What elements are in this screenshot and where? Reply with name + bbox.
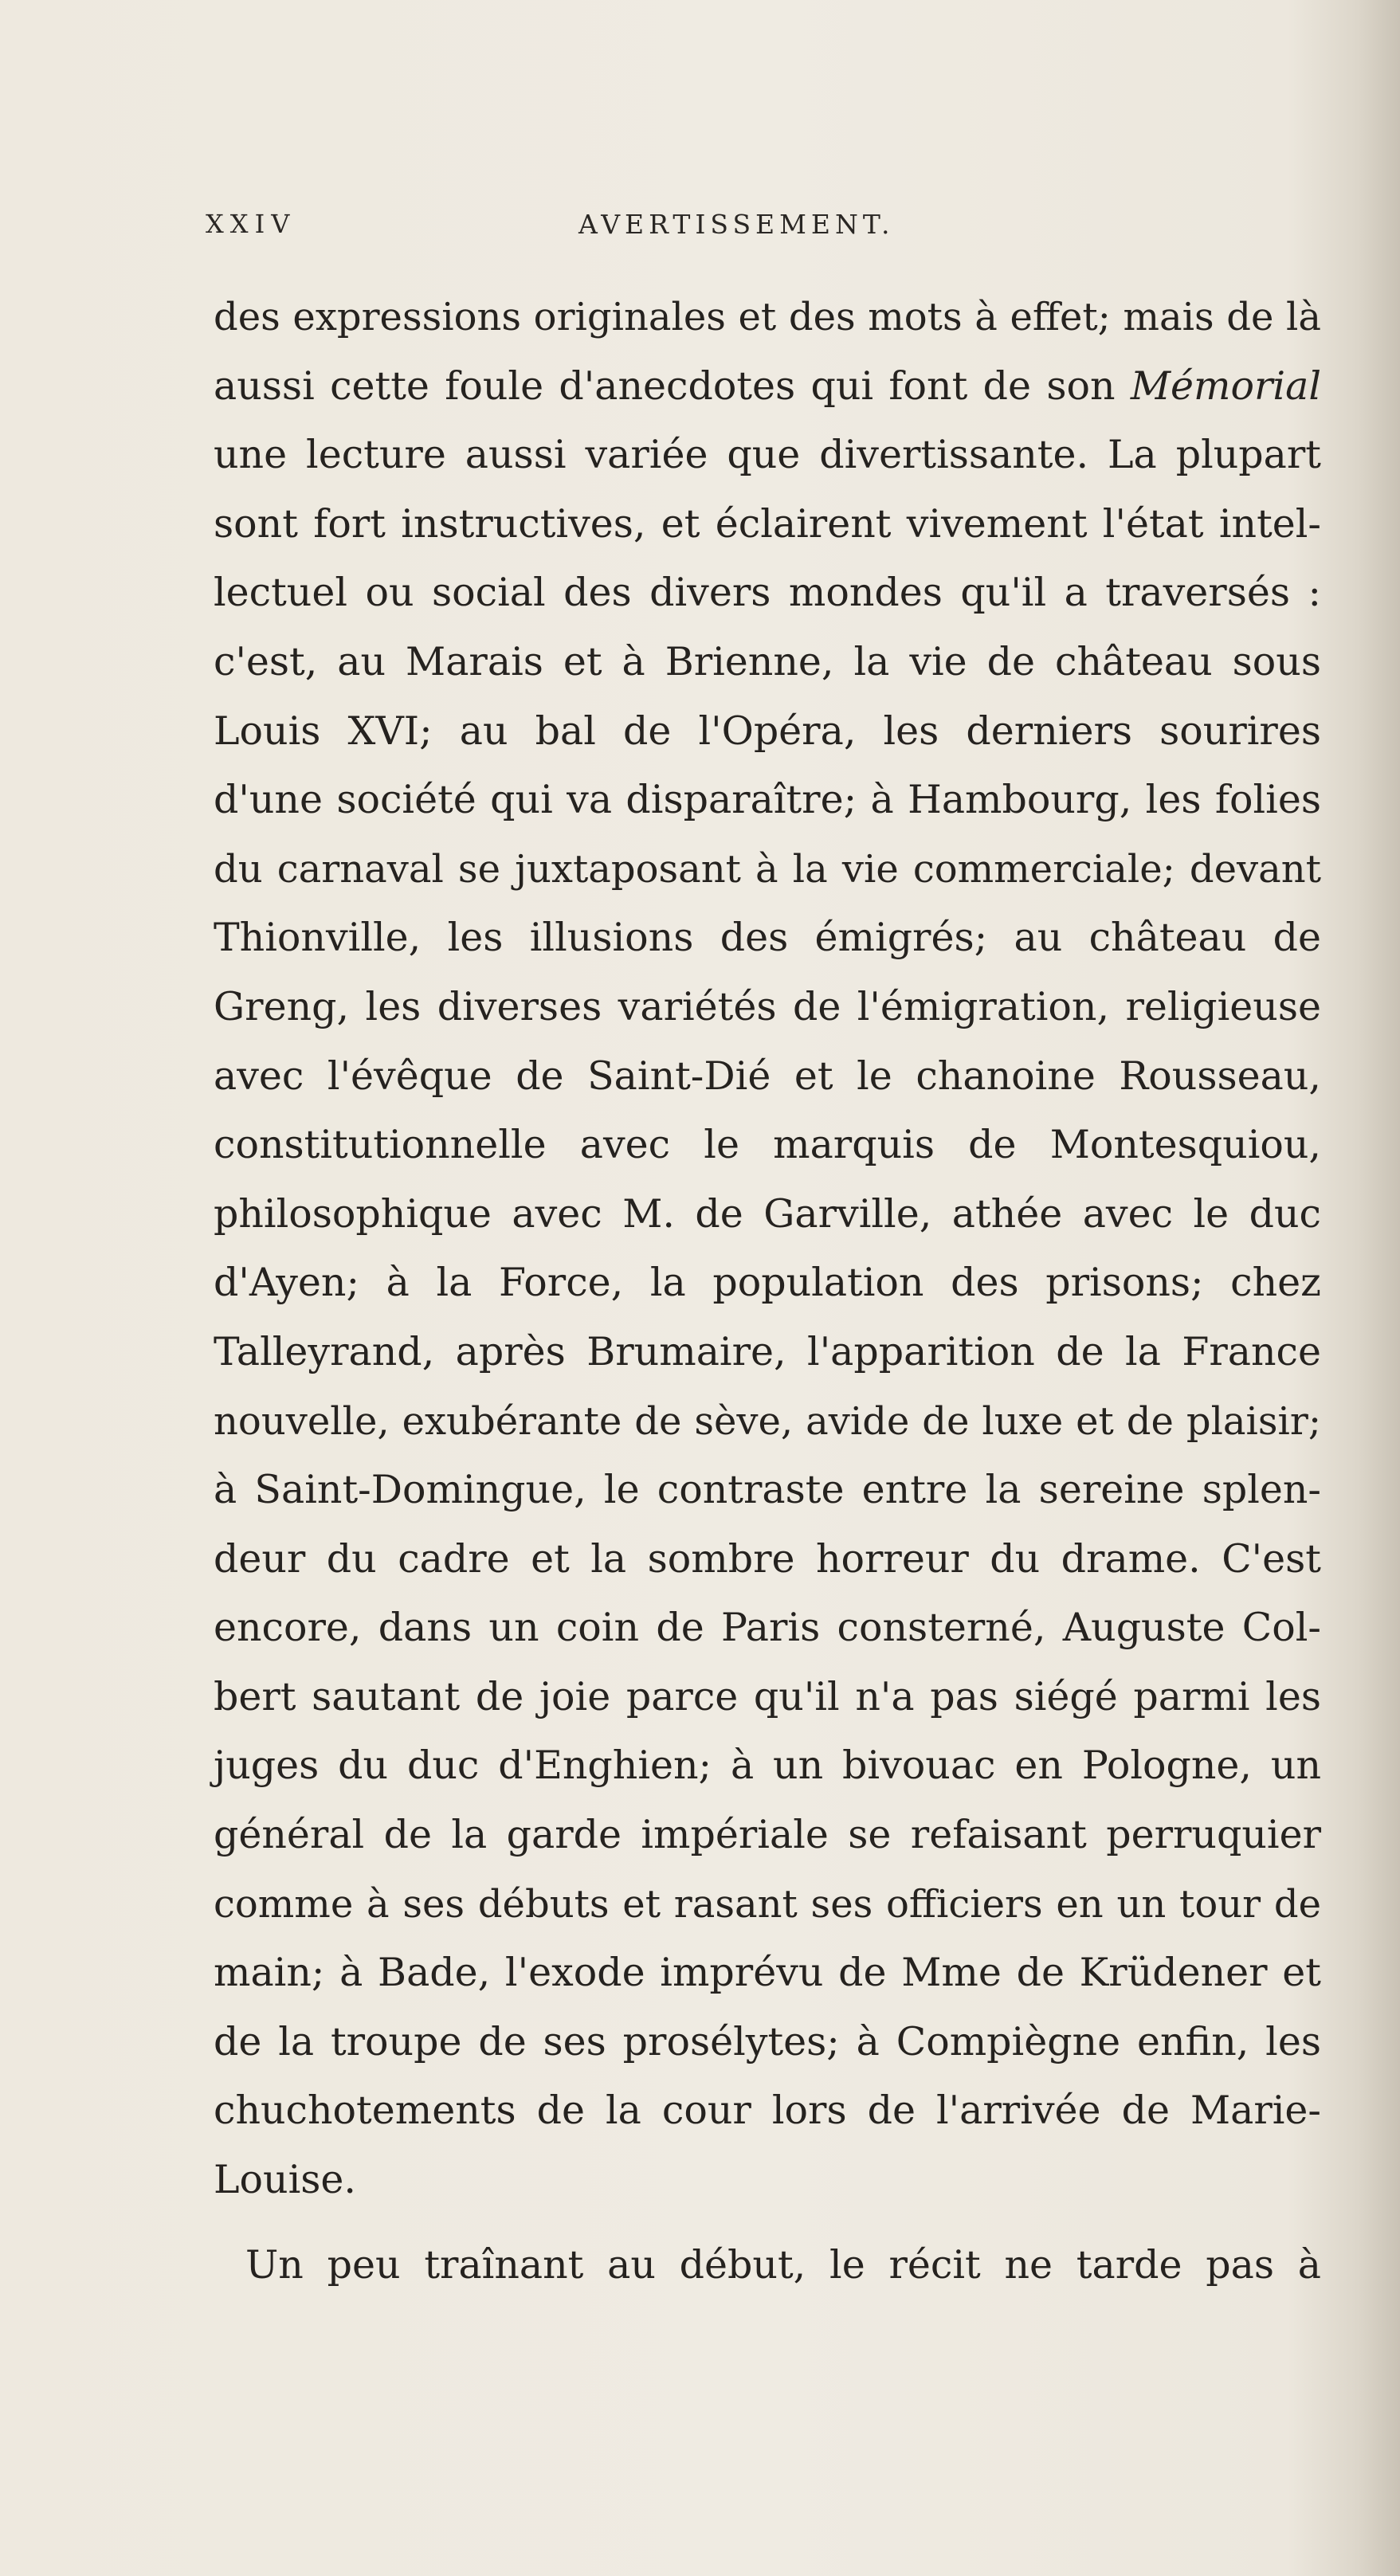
text-line: constitutionnelle avec le marquis de Montesquiou, <box>214 1122 1321 1168</box>
text-line: d'une société qui va disparaître; à Hambourg, les folies <box>214 777 1321 823</box>
text-line: Louis XVI; au bal de l'Opéra, les derniers sourires <box>214 708 1321 754</box>
text-line: deur du cadre et la sombre horreur du drame. C'est <box>214 1535 1321 1582</box>
text-line: une lecture aussi variée que divertissante. La plupart <box>214 432 1321 478</box>
text-line: d'Ayen; à la Force, la population des prisons; chez <box>214 1260 1321 1306</box>
text-line: encore, dans un coin de Paris consterné, Auguste Col- <box>214 1605 1321 1651</box>
text-line: c'est, au Marais et à Brienne, la vie de château sous <box>214 638 1321 684</box>
text-line: des expressions originales et des mots à effet; mais de là <box>214 295 1321 339</box>
text-line: chuchotements de la cour lors de l'arrivée de Marie- <box>214 2088 1321 2134</box>
text-line: nouvelle, exubérante de sève, avide de luxe et de plaisir; <box>214 1398 1321 1444</box>
text-line: juges du duc d'Enghien; à un bivouac en Pologne, un <box>214 1743 1321 1789</box>
text-line: Greng, les diverses variétés de l'émigration, religieuse <box>214 983 1321 1029</box>
text-line: philosophique avec M. de Garville, athée avec le duc <box>214 1190 1321 1237</box>
text-line: Talleyrand, après Brumaire, l'apparition de la France <box>214 1328 1321 1374</box>
text-line: aussi cette foule d'anecdotes qui font de son Mémorial <box>214 363 1321 409</box>
text-line: main; à Bade, l'exode imprévu de Mme de Krüdener et <box>214 1950 1321 1996</box>
next-paragraph-line: Un peu traînant au début, le récit ne tarde pas à <box>245 2241 1321 2288</box>
text-line: sont fort instructives, et éclairent vivement l'état intel- <box>214 500 1321 547</box>
text-line: comme à ses débuts et rasant ses officiers en un tour de <box>214 1881 1321 1927</box>
text-line: lectuel ou social des divers mondes qu'il a traversés : <box>214 570 1321 616</box>
paragraph-end-line: Louise. <box>214 2157 356 2203</box>
running-title: AVERTISSEMENT. <box>578 209 895 240</box>
text-line: bert sautant de joie parce qu'il n'a pas siégé parmi les <box>214 1673 1321 1719</box>
text-line: avec l'évêque de Saint-Dié et le chanoine Rousseau, <box>214 1053 1321 1099</box>
page-header <box>206 209 1329 249</box>
text-line: du carnaval se juxtaposant à la vie commerciale; devant <box>214 846 1321 892</box>
text-line: général de la garde impériale se refaisant perruquier <box>214 1812 1321 1858</box>
text-line: à Saint-Domingue, le contraste entre la sereine splen- <box>214 1467 1321 1513</box>
text-line: de la troupe de ses prosélytes; à Compiègne enfin, les <box>214 2018 1321 2064</box>
body-text <box>214 283 1321 2300</box>
page-number: XXIV <box>206 209 296 239</box>
text-line: Thionville, les illusions des émigrés; au château de <box>214 915 1321 961</box>
